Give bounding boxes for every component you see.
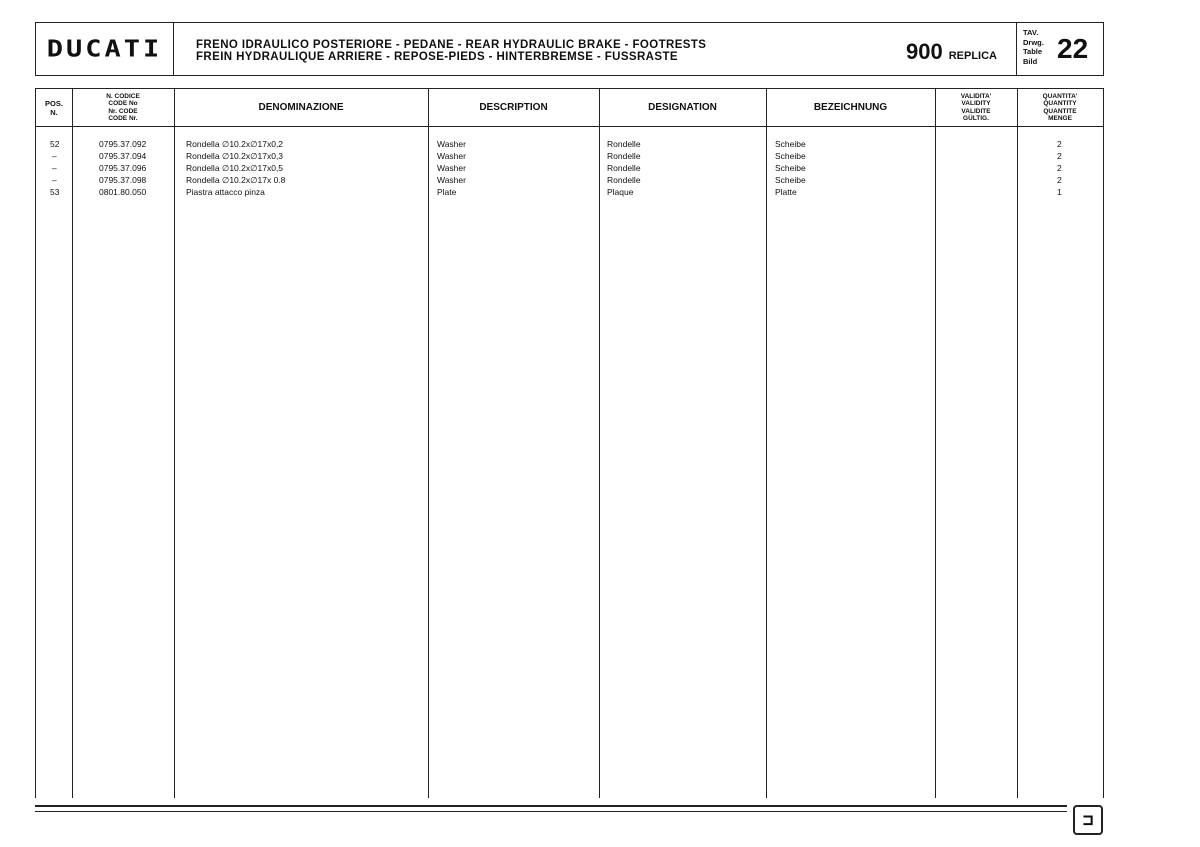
description-cell: Washer [437,139,466,149]
description-cell: Washer [437,175,466,185]
ducati-footer-logo-icon: ⊐ [1073,805,1103,835]
denominazione-cell: Rondella ∅10.2x∅17x 0.8 [186,175,286,185]
denominazione-cell: Rondella ∅10.2x∅17x0,2 [186,139,284,149]
designation-cell: Rondelle [607,139,641,149]
bottom-rule-lower [35,811,1067,812]
bild-label: Bild [1023,56,1038,66]
drwg-label: Drwg. [1023,37,1044,47]
validita-header-line: VALIDITY [961,100,991,107]
table-row [36,139,1103,151]
table-row [36,151,1103,163]
designation-cell: Rondelle [607,175,641,185]
ducati-logo: DUCATI [46,35,163,63]
code-cell: 0801.80.050 [99,187,147,197]
title-line-1: FRENO IDRAULICO POSTERIORE - PEDANE - REAR HYDRAULIC BRAKE - FOOTRESTS [196,39,707,51]
title-line-2: FREIN HYDRAULIQUE ARRIERE - REPOSE-PIEDS - HINTERBREMSE - FUSSRASTE [196,51,678,63]
model-name: REPLICA [948,50,997,62]
denominazione-cell: Rondella ∅10.2x∅17x0,5 [186,163,284,173]
quantita-header-line: MENGE [1048,115,1072,122]
logo-cell [36,23,174,75]
quantity-cell: 2 [1057,163,1062,173]
bezeichnung-cell: Scheibe [775,139,806,149]
quantita-header-line: QUANTITY [1043,100,1077,107]
bezeichnung-cell: Scheibe [775,151,806,161]
page-header [35,22,1104,76]
pos-cell: – [52,175,57,185]
parts-table [35,88,1104,798]
designation-cell: Rondelle [607,163,641,173]
bezeichnung-cell: Scheibe [775,175,806,185]
column-header-quantita [1017,89,1103,127]
table-number: 22 [1057,33,1089,64]
pos-cell: – [52,163,57,173]
table-label: Table [1023,47,1043,56]
model-label [906,39,997,65]
validita-header-line: GÜLTIG. [963,115,989,122]
column-header-denominazione: DENOMINAZIONE [174,89,428,127]
validita-header-line: VALIDITA' [960,92,992,100]
column-header-bezeichnung: BEZEICHNUNG [766,89,935,127]
pos-cell: 53 [50,187,60,197]
bezeichnung-cell: Scheibe [775,163,806,173]
designation-cell: Plaque [607,187,634,197]
table-row [36,163,1103,175]
denominazione-cell: Piastra attacco pinza [186,187,265,197]
code-cell: 0795.37.096 [99,163,147,173]
quantity-cell: 2 [1057,175,1062,185]
description-cell: Plate [437,187,457,197]
pos-cell: 52 [50,139,60,149]
validita-header-line: VALIDITE [961,107,991,115]
description-cell: Washer [437,163,466,173]
quantita-header-line: QUANTITE [1043,107,1077,115]
tav-label: TAV. [1023,28,1039,37]
pos-header-line: POS. [45,98,63,108]
designation-cell: Rondelle [607,151,641,161]
quantity-cell: 1 [1057,187,1062,197]
table-row [36,187,1103,199]
column-header-description: DESCRIPTION [428,89,599,127]
table-number-cell [1016,23,1104,75]
quantita-header-line: QUANTITA' [1042,92,1078,100]
code-header-line: N. CODICE [106,92,140,100]
model-number: 900 [906,39,943,64]
column-header-code [72,89,174,127]
column-header-pos [36,89,72,127]
code-header-line: CODE No [108,100,138,107]
code-cell: 0795.37.098 [99,175,147,185]
quantity-cell: 2 [1057,139,1062,149]
denominazione-cell: Rondella ∅10.2x∅17x0,3 [186,151,284,161]
bottom-rule-upper [35,805,1067,807]
column-header-validita [935,89,1017,127]
code-cell: 0795.37.094 [99,151,147,161]
quantity-cell: 2 [1057,151,1062,161]
description-cell: Washer [437,151,466,161]
column-header-designation: DESIGNATION [599,89,766,127]
code-cell: 0795.37.092 [99,139,147,149]
code-header-line: CODE Nr. [108,115,138,122]
pos-cell: – [52,151,57,161]
page-title [196,39,706,63]
pos-header-line: N. [50,107,58,117]
code-header-line: Nr. CODE [108,107,138,115]
bezeichnung-cell: Platte [775,187,797,197]
table-row [36,175,1103,187]
table-number-labels [1023,28,1044,66]
